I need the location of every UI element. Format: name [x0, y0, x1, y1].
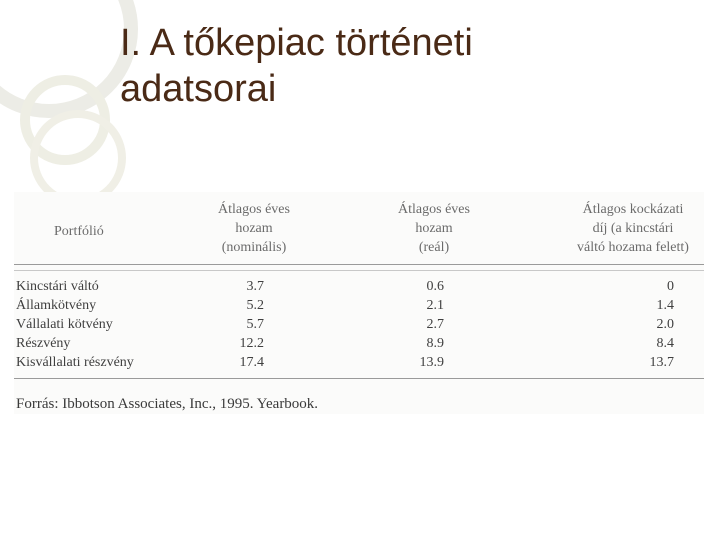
header-nominal — [194, 200, 314, 257]
row-nominal: 5.2 — [246, 298, 264, 313]
row-real: 8.9 — [426, 336, 444, 351]
table-row — [14, 336, 704, 355]
header-nominal-line: hozam — [235, 221, 273, 236]
header-risk-premium — [562, 200, 704, 257]
table-rule — [14, 378, 704, 379]
header-nominal-line: (nominális) — [221, 240, 287, 255]
table-row — [14, 298, 704, 317]
table-rule — [14, 270, 704, 271]
row-real: 2.1 — [426, 298, 444, 313]
scanned-table — [14, 192, 704, 414]
row-risk: 0 — [667, 279, 674, 294]
row-name: Kincstári váltó — [16, 279, 99, 294]
row-real: 13.9 — [419, 355, 444, 370]
header-real — [374, 200, 494, 257]
row-nominal: 5.7 — [246, 317, 264, 332]
header-portfolio: Portfólió — [54, 224, 104, 239]
source-note: Forrás: Ibbotson Associates, Inc., 1995. Yearbook. — [16, 396, 319, 412]
row-real: 2.7 — [426, 317, 444, 332]
row-nominal: 3.7 — [246, 279, 264, 294]
header-nominal-line: Átlagos éves — [218, 202, 290, 217]
header-risk-line: váltó hozama felett) — [577, 240, 689, 255]
table-body — [14, 279, 704, 374]
slide-title — [120, 20, 680, 112]
table-row — [14, 317, 704, 336]
header-real-line: hozam — [415, 221, 453, 236]
header-risk-line: díj (a kincstári — [592, 221, 674, 236]
title-line-2: adatsorai — [120, 68, 277, 110]
table-rule — [14, 264, 704, 265]
row-name: Részvény — [16, 336, 71, 351]
table-row — [14, 355, 704, 374]
row-real: 0.6 — [426, 279, 444, 294]
row-risk: 2.0 — [656, 317, 674, 332]
row-risk: 8.4 — [656, 336, 674, 351]
row-risk: 13.7 — [649, 355, 674, 370]
row-name: Vállalati kötvény — [16, 317, 113, 332]
row-nominal: 17.4 — [239, 355, 264, 370]
row-risk: 1.4 — [656, 298, 674, 313]
row-nominal: 12.2 — [239, 336, 264, 351]
header-risk-line: Átlagos kockázati — [582, 202, 684, 217]
table-row — [14, 279, 704, 298]
header-real-line: (reál) — [418, 240, 450, 255]
title-line-1: I. A tőkepiac történeti — [120, 22, 473, 64]
row-name: Államkötvény — [16, 298, 97, 313]
header-real-line: Átlagos éves — [398, 202, 470, 217]
row-name: Kisvállalati részvény — [16, 355, 134, 370]
